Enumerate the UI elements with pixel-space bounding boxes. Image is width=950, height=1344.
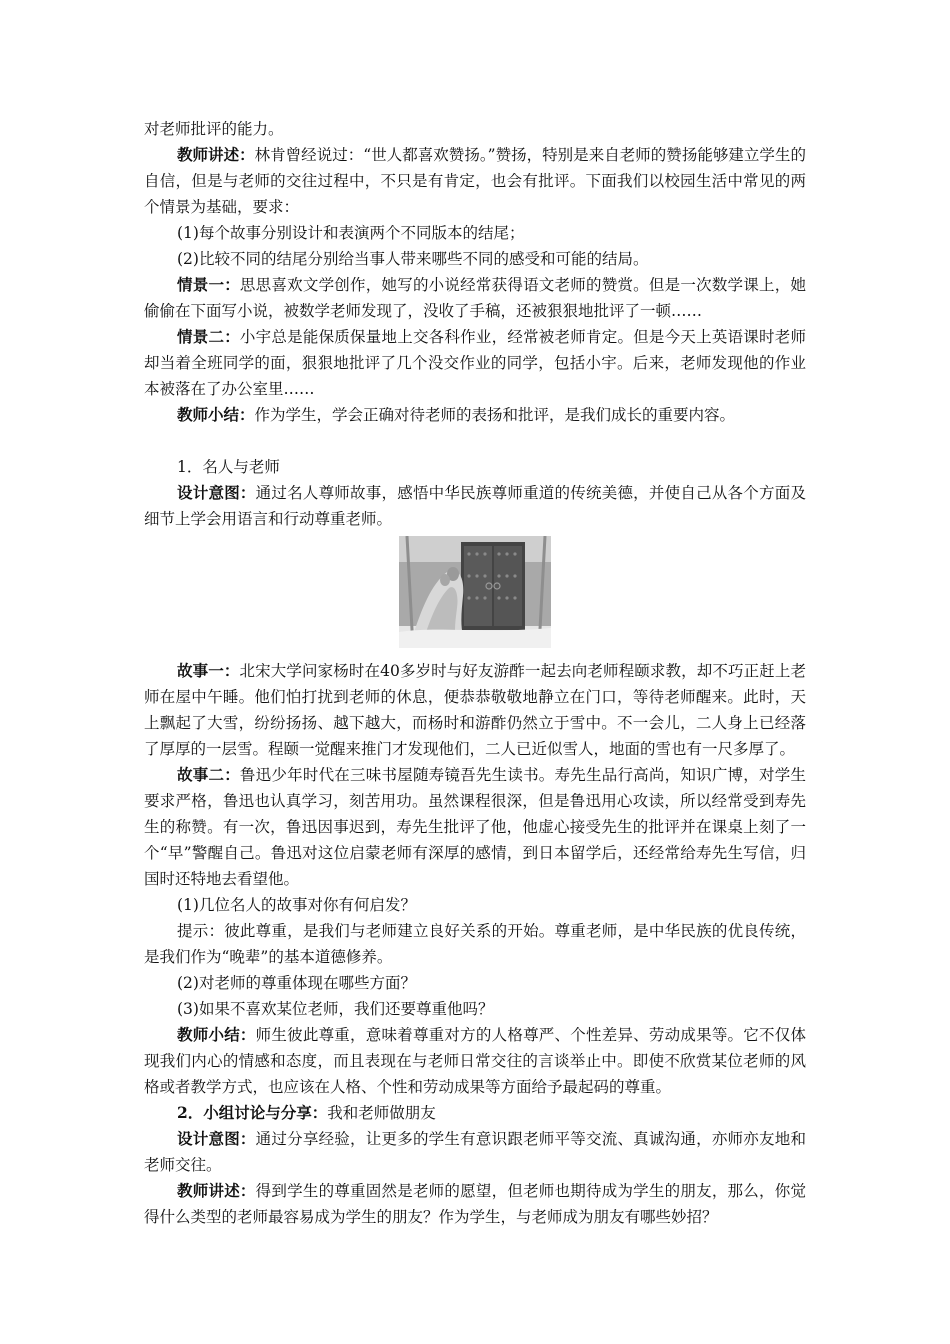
document-body: [144, 116, 806, 1230]
teacher-summary-2: 教师小结：师生彼此尊重，意味着尊重对方的人格尊严、个性差异、劳动成果等。它不仅体现我们内心的情感和态度，而且表现在与老师日常交往的言谈举止中。即使不欣赏某位老师的风格或者教学方式，也应该在人格、个性和劳动成果等方面给予最起码的尊重。: [144, 1025, 806, 1096]
section-2-label: 2．小组讨论与分享：: [177, 1103, 328, 1122]
story-1-label: 故事一：: [177, 661, 240, 680]
paragraph-continuation: 对老师批评的能力。: [144, 120, 284, 138]
requirement-2: (2)比较不同的结尾分别给当事人带来哪些不同的感受和可能的结局。: [177, 250, 649, 268]
design-intent-2: 设计意图：通过分享经验，让更多的学生有意识跟老师平等交流、真诚沟通，亦师亦友地和老师交往。: [144, 1129, 806, 1174]
hint-paragraph: 提示：彼此尊重，是我们与老师建立良好关系的开始。尊重老师，是中华民族的优良传统，是我们作为“晚辈”的基本道德修养。: [144, 922, 806, 966]
teacher-summary-label: 教师小结：: [177, 1025, 256, 1044]
story-2-label: 故事二：: [177, 765, 240, 784]
teacher-summary-label: 教师小结：: [177, 405, 255, 424]
scene-2-label: 情景二：: [177, 327, 240, 346]
design-intent-1: 设计意图：通过名人尊师故事，感悟中华民族尊师重道的传统美德，并使自己从各个方面及细节上学会用语言和行动尊重老师。: [144, 483, 806, 528]
section-2-heading: 2．小组讨论与分享：我和老师做朋友: [177, 1103, 436, 1122]
story-1-paragraph: 故事一：北宋大学问家杨时在40多岁时与好友游酢一起去向老师程颐求教，却不巧正赶上老师在屋中午睡。他们怕打扰到老师的休息，便恭恭敬敬地静立在门口，等待老师醒来。此时，天上飘起了大雪，纷纷扬扬、越下越大，而杨时和游酢仍然立于雪中。不一会儿，二人身上已经落了厚厚的一层雪。程颐一觉醒来推门才发现他们，二人已近似雪人，地面的雪也有一尺多厚了。: [144, 661, 806, 758]
section-spacer: [144, 428, 806, 454]
question-3: (3)如果不喜欢某位老师，我们还要尊重他吗？: [177, 1000, 494, 1018]
teacher-lecture-2: 教师讲述：得到学生的尊重固然是老师的愿望，但老师也期待成为学生的朋友，那么，你觉得什么类型的老师最容易成为学生的朋友？作为学生，与老师成为朋友有哪些妙招？: [144, 1181, 806, 1226]
requirement-1: (1)每个故事分别设计和表演两个不同版本的结尾；: [177, 224, 525, 242]
scene-1-label: 情景一：: [177, 275, 240, 294]
story-2-paragraph: 故事二：鲁迅少年时代在三味书屋随寿镜吾先生读书。寿先生品行高尚，知识广博，对学生要求严格，鲁迅也认真学习，刻苦用功。虽然课程很深，但是鲁迅用心攻读，所以经常受到寿先生的称赞。有一次，鲁迅因事迟到，寿先生批评了他，他虚心接受先生的批评并在课桌上刻了一个“早”警醒自己。鲁迅对这位启蒙老师有深厚的感情，到日本留学后，还经常给寿先生写信，归国时还特地去看望他。: [144, 765, 806, 888]
scene-2-paragraph: 情景二：小宇总是能保质保量地上交各科作业，经常被老师肯定。但是今天上英语课时老师却当着全班同学的面，狠狠地批评了几个没交作业的同学，包括小宇。后来，老师发现他的作业本被落在了办公室里……: [144, 327, 806, 398]
design-intent-label: 设计意图：: [177, 1129, 256, 1148]
question-1: (1)几位名人的故事对你有何启发？: [177, 896, 416, 914]
teacher-lecture-label: 教师讲述：: [177, 145, 255, 164]
snowy-door-photo: [399, 536, 551, 648]
teacher-lecture-paragraph: 教师讲述：林肯曾经说过：“世人都喜欢赞扬。”赞扬，特别是来自老师的赞扬能够建立学生的自信，但是与老师的交往过程中，不只是有肯定，也会有批评。下面我们以校园生活中常见的两个情景为基础，要求：: [144, 145, 806, 216]
section-1-heading: 1．名人与老师: [177, 458, 280, 476]
illustration-figure: [144, 536, 806, 648]
teacher-lecture-label: 教师讲述：: [177, 1181, 256, 1200]
teacher-summary-1: 教师小结：作为学生，学会正确对待老师的表扬和批评，是我们成长的重要内容。: [177, 405, 736, 424]
design-intent-label: 设计意图：: [177, 483, 256, 502]
scene-1-paragraph: 情景一：思思喜欢文学创作，她写的小说经常获得语文老师的赞赏。但是一次数学课上，她偷偷在下面写小说，被数学老师发现了，没收了手稿，还被狠狠地批评了一顿……: [144, 275, 806, 320]
question-2: (2)对老师的尊重体现在哪些方面？: [177, 974, 416, 992]
